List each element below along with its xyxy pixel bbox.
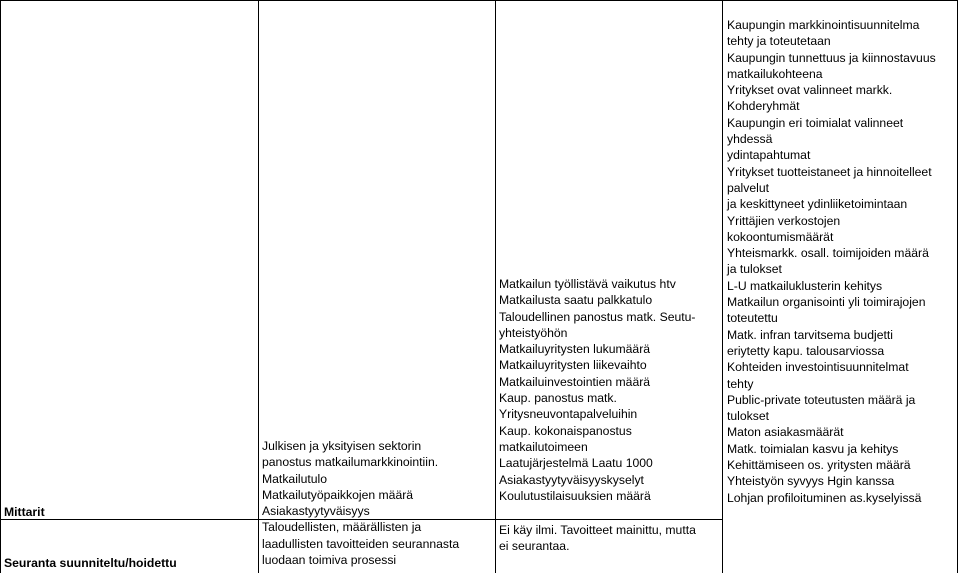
list-item: ja tulokset <box>727 262 782 277</box>
list-item: ydintapahtumat <box>727 148 811 163</box>
list-item: Matkailutulo <box>262 471 328 486</box>
column-2-cell <box>262 438 459 568</box>
list-item: Asiakastyytyväisyyskyselyt <box>499 472 644 487</box>
list-item: panostus matkailumarkkinointiin. <box>262 455 439 470</box>
list-item: Public-private toteutusten määrä ja <box>727 392 916 407</box>
list-item: ja keskittyneet ydinliiketoimintaan <box>727 197 908 212</box>
list-item: Lohjan profiloituminen as.kyselyissä <box>727 490 922 505</box>
note-line: ei seurantaa. <box>499 539 570 554</box>
list-item: Matkailuyritysten lukumäärä <box>499 342 651 357</box>
list-item: laadullisten tavoitteiden seurannasta <box>262 536 460 551</box>
list-item: Matk. infran tarvitsema budjetti <box>727 327 893 342</box>
list-item: Kohderyhmät <box>727 99 800 114</box>
column-4-cell <box>727 17 936 506</box>
list-item: Taloudellisten, määrällisten ja <box>262 520 422 535</box>
row-label-mittarit: Mittarit <box>4 505 45 519</box>
list-item: Kaup. panostus matk. <box>499 391 617 406</box>
list-item: Matkailusta saatu palkkatulo <box>499 293 653 308</box>
list-item: Matkailun organisointi yli toimirajojen <box>727 295 926 310</box>
list-item: toteutettu <box>727 311 778 326</box>
list-item: Koulutustilaisuuksien määrä <box>499 488 651 503</box>
list-item: Yritysneuvontapalveluihin <box>499 407 638 422</box>
column-divider-3 <box>722 0 723 573</box>
list-item: eriytetty kapu. talousarviossa <box>727 343 885 358</box>
list-item: Matkailun työllistävä vaikutus htv <box>499 277 676 291</box>
list-item: Yhteismarkk. osall. toimijoiden määrä <box>727 246 929 261</box>
list-item: Julkisen ja yksityisen sektorin <box>262 439 422 453</box>
list-item: Matk. toimialan kasvu ja kehitys <box>727 441 899 456</box>
column-3-note <box>499 522 696 555</box>
list-item: matkailukohteena <box>727 66 823 81</box>
list-item: Taloudellinen panostus matk. Seutu- <box>499 309 696 324</box>
list-item: Kaup. kokonaispanostus <box>499 423 632 438</box>
column-divider-2 <box>495 0 496 573</box>
list-item: palvelut <box>727 180 770 195</box>
list-item: tehty <box>727 376 754 391</box>
list-item: kokoontumismäärät <box>727 229 834 244</box>
list-item: Kaupungin tunnettuus ja kiinnostavuus <box>727 50 936 65</box>
list-item: Yritykset ovat valinneet markk. <box>727 83 893 98</box>
list-item: Maton asiakasmäärät <box>727 425 844 440</box>
table-border-left <box>0 0 1 573</box>
list-item: Asiakastyytyväisyys <box>262 504 370 519</box>
list-item: yhdessä <box>727 132 773 147</box>
list-item: Matkailuinvestointien määrä <box>499 374 651 389</box>
list-item: L-U matkailuklusterin kehitys <box>727 278 883 293</box>
list-item: matkailutoimeen <box>499 439 588 454</box>
table-border-right <box>957 0 958 573</box>
list-item: Laatujärjestelmä Laatu 1000 <box>499 456 653 471</box>
list-item: Kohteiden investointisuunnitelmat <box>727 360 909 375</box>
list-item: Kaupungin eri toimialat valinneet <box>727 115 904 130</box>
list-item: Kehittämiseen os. yritysten määrä <box>727 458 911 473</box>
note-line: Ei käy ilmi. Tavoitteet mainittu, mutta <box>499 523 696 537</box>
row-divider-top <box>0 0 958 1</box>
list-item: Yhteistyön syvyys Hgin kanssa <box>727 474 895 489</box>
list-item: Kaupungin markkinointisuunnitelma <box>727 18 920 32</box>
list-item: Matkailuyritysten liikevaihto <box>499 358 647 373</box>
list-item: tulokset <box>727 409 770 424</box>
list-item: yhteistyöhön <box>499 325 568 340</box>
list-item: Matkailutyöpaikkojen määrä <box>262 487 414 502</box>
list-item: luodaan toimiva prosessi <box>262 553 397 568</box>
list-item: Yritykset tuotteistaneet ja hinnoitelleet <box>727 164 932 179</box>
list-item: Yrittäjien verkostojen <box>727 213 841 228</box>
row-label-seuranta: Seuranta suunniteltu/hoidettu <box>4 556 177 570</box>
column-divider-1 <box>258 0 259 573</box>
list-item: tehty ja toteutetaan <box>727 34 831 49</box>
column-3-cell <box>499 276 695 504</box>
